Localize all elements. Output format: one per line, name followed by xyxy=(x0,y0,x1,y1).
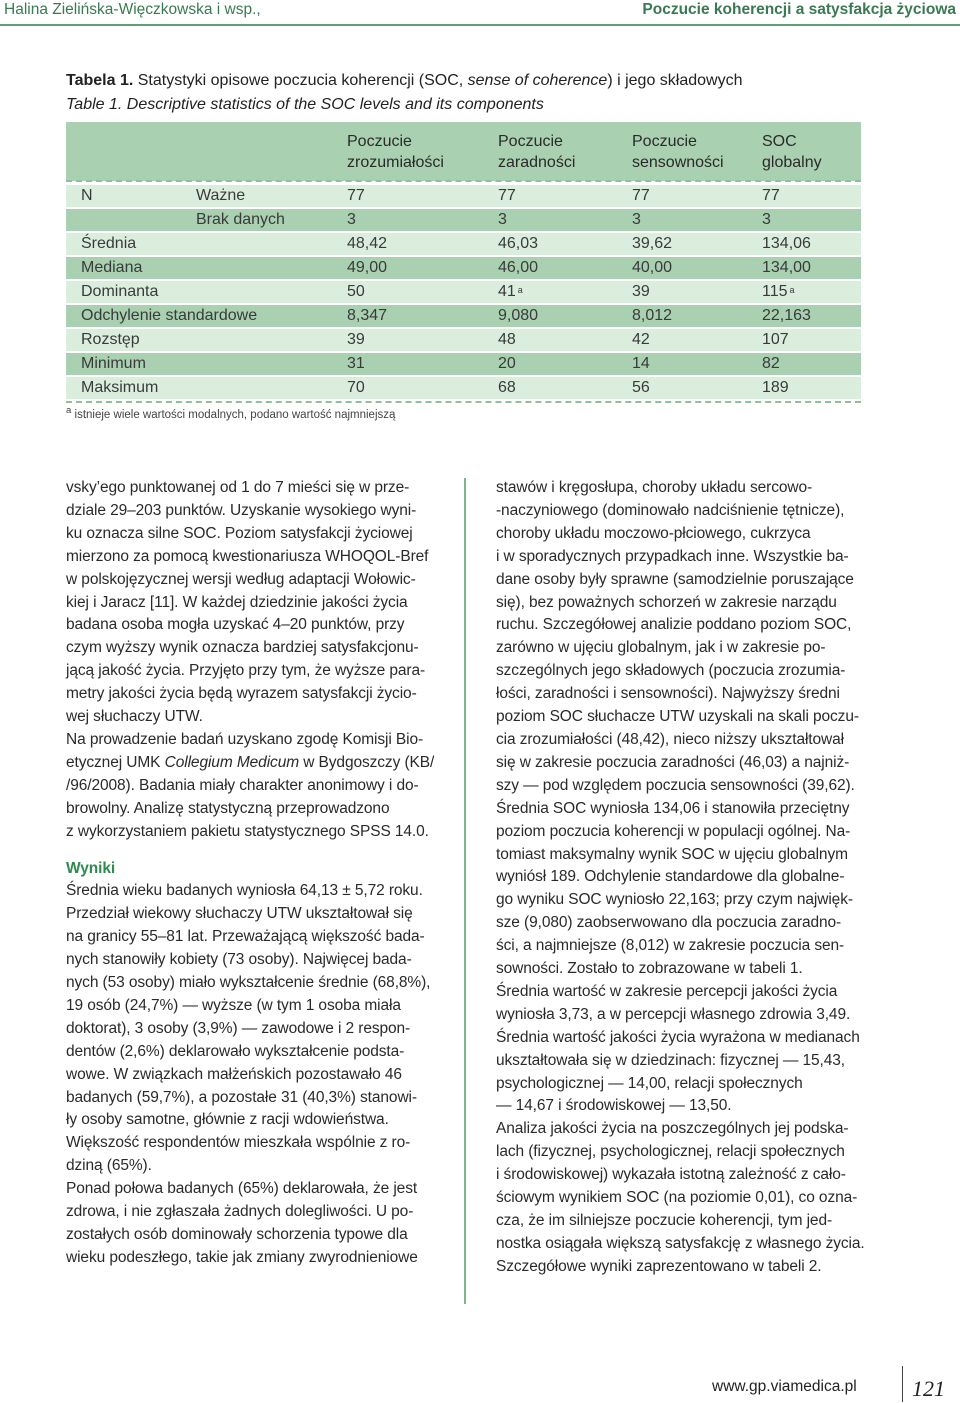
table-cell: 48 xyxy=(498,331,516,348)
running-head xyxy=(0,0,960,19)
text-line: ruchu. Szczegółowej analizie poddano poziom SOC, xyxy=(496,616,852,634)
table-bottom-rule xyxy=(66,401,861,403)
text-line: sowności. Zostało to zobrazowane w tabeli 1. xyxy=(496,960,803,978)
text-line: szczególnych jego składowych (poczucia zrozumia- xyxy=(496,662,846,680)
table-row xyxy=(66,353,861,375)
table-cell: 48,42 xyxy=(347,235,388,252)
row-label: Mediana xyxy=(81,259,143,276)
text-line: ści, a najmniejsze (8,012) w zakresie poczucia sen- xyxy=(496,937,845,955)
table-row xyxy=(66,233,861,255)
table-cell: 8,012 xyxy=(632,307,673,324)
text-line: nych (53 osoby) miało wykształcenie średnie (68,8%), xyxy=(66,974,431,992)
text-line: na granicy 55–81 lat. Przeważającą większość bada- xyxy=(66,928,425,946)
text-line: stawów i kręgosłupa, choroby układu sercowo- xyxy=(496,479,813,496)
text-line: browolny. Analizę statystyczną przeprowadzono xyxy=(66,799,390,817)
table-cell: 3 xyxy=(632,211,641,228)
text-line: badanych (59,7%), a pozostałe 31 (40,3%) stanowi- xyxy=(66,1088,417,1106)
text-line: jącą jakość życia. Przyjęto przy tym, że wyższe para- xyxy=(66,662,426,680)
text-line: ściowym wynikiem SOC (na poziomie 0,01), co ozna- xyxy=(496,1189,858,1207)
table-cell: 189 xyxy=(762,379,789,396)
text-line: zdrowa, i nie zgłaszała żadnych dolegliwości. U po- xyxy=(66,1203,414,1221)
text-line: Średnia wartość jakości życia wyrażona w medianach xyxy=(496,1028,860,1046)
caption-en-text: Table 1. Descriptive statistics of the SOC levels and its components xyxy=(66,96,544,113)
text-line: Analiza jakości życia na poszczególnych jej podska- xyxy=(496,1120,849,1138)
text-line: metry jakości życia będą wyrazem satysfakcji życio- xyxy=(66,685,417,703)
table-cell: 82 xyxy=(762,355,780,372)
text-line: wej słuchaczy UTW. xyxy=(66,708,203,726)
table-cell: 39 xyxy=(632,283,650,300)
table-row xyxy=(66,257,861,279)
text-line: nych stanowiły kobiety (73 osoby). Najwięcej bada- xyxy=(66,951,412,969)
table-row xyxy=(66,305,861,327)
table-cell: 107 xyxy=(762,331,789,348)
table-cell: 77 xyxy=(347,187,365,204)
text-line: ły osoby samotne, głównie z racji wdowieństwa. xyxy=(66,1111,389,1129)
text-line: poziom SOC słuchacze UTW uzyskali na skali poczu- xyxy=(496,708,859,726)
row-label: Maksimum xyxy=(81,379,159,396)
table-cell: 40,00 xyxy=(632,259,673,276)
text-line: Przedział wiekowy słuchaczy UTW ukształtował się xyxy=(66,905,413,923)
table-row xyxy=(66,185,861,207)
text-line: cia zrozumiałości (48,42), nieco niższy ukształtował xyxy=(496,730,844,748)
caption-pl-end: ) i jego składowych xyxy=(607,72,743,89)
table-footnote: $^a$ istnieje wiele wartości modalnych, podano wartość najmniejszą xyxy=(66,405,396,421)
text-line: psychologicznej — 14,00, relacji społecznych xyxy=(496,1074,803,1092)
text-line: czym wyższy wynik oznacza bardziej satysfakcjonu- xyxy=(66,639,419,657)
table-cell: 8,347 xyxy=(347,307,388,324)
text-line: wyniósł 189. Odchylenie standardowe dla globalne- xyxy=(496,868,845,886)
row-label: Dominanta xyxy=(81,283,159,300)
text-line: go wyniku SOC wyniosło 22,163; przy czym najwięk- xyxy=(496,891,853,909)
row-label: Minimum xyxy=(81,355,146,372)
table-cell: 41 $^a$ xyxy=(498,283,523,300)
table-row xyxy=(66,377,861,399)
text-line: dane osoby były sprawne (samodzielnie poruszające xyxy=(496,570,854,588)
text-line: doktorat), 3 osoby (3,9%) — zawodowe i 2 respon- xyxy=(66,1019,411,1037)
row-sublabel: Brak danych xyxy=(196,211,285,228)
header-rule xyxy=(0,24,960,26)
table-cell: 14 xyxy=(632,355,650,372)
text-line: nostka osiągała większą satysfakcję z własnego życia. xyxy=(496,1234,865,1252)
table-cell: 134,00 xyxy=(762,259,811,276)
text-line: w polskojęzycznej wersji według adaptacji Wołowic- xyxy=(66,570,416,588)
section-heading: Wyniki xyxy=(66,859,116,877)
text-line: Ponad połowa badanych (65%) deklarowała, że jest xyxy=(66,1180,418,1198)
text-line: Szczegółowe wyniki zaprezentowano w tabeli 2. xyxy=(496,1257,822,1275)
text-line: ukształtowała się w dziedzinach: fizycznej — 15,43, xyxy=(496,1051,845,1069)
table-cell: 46,00 xyxy=(498,259,539,276)
text-line: 19 osób (24,7%) — wyższe (w tym 1 osoba miała xyxy=(66,996,401,1014)
table-caption-pl xyxy=(66,70,742,92)
text-line: się w zakresie poczucia zaradności (46,03) a najniż- xyxy=(496,753,850,771)
table-top-rule xyxy=(66,180,861,182)
text-line: wyniosła 3,73, a w percepcji własnego zdrowia 3,49. xyxy=(496,1005,851,1023)
table-cell: 22,163 xyxy=(762,307,811,324)
text-line: sze (9,080) zaobserwowano dla poczucia zaradno- xyxy=(496,914,842,932)
right-column xyxy=(496,477,871,1279)
text-line: Średnia SOC wyniosła 134,06 i stanowiła przeciętny xyxy=(496,799,850,817)
table-cell: 39 xyxy=(347,331,365,348)
row-label: N xyxy=(81,187,93,204)
table-cell: 56 xyxy=(632,379,650,396)
running-head-title: Poczucie koherencji a satysfakcja życiowa xyxy=(642,0,956,18)
caption-pl-italic: sense of coherence xyxy=(467,72,608,89)
table-cell: 31 xyxy=(347,355,365,372)
text-line: się), bez poważnych schorzeń w zakresie narządu xyxy=(496,593,837,611)
caption-pl-text: Statystyki opisowe poczucia koherencji (SOC, xyxy=(133,72,468,89)
table-cell: 49,00 xyxy=(347,259,388,276)
left-column xyxy=(66,477,446,1270)
row-label: Średnia xyxy=(81,235,137,252)
table-cell: 68 xyxy=(498,379,516,396)
text-line: — 14,67 i środowiskowej — 13,50. xyxy=(496,1097,732,1115)
row-label: Odchylenie standardowe xyxy=(81,307,258,324)
header-col-3: Poczucie sensowności xyxy=(632,133,724,171)
text-line: Średnia wieku badanych wyniosła 64,13 ± 5,72 roku. xyxy=(66,882,423,900)
text-line: ku oznacza silne SOC. Poziom satysfakcji życiowej xyxy=(66,524,413,542)
text-line: Na prowadzenie badań uzyskano zgodę Komisji Bio- xyxy=(66,730,424,748)
table-cell: 3 xyxy=(498,211,507,228)
text-line: i w sporadycznych przypadkach inne. Wszystkie ba- xyxy=(496,547,849,565)
table-cell: 3 xyxy=(762,211,771,228)
statistics-table xyxy=(66,122,861,405)
table-cell: 50 xyxy=(347,283,365,300)
table-cell: 46,03 xyxy=(498,235,539,252)
running-head-authors: Halina Zielińska-Więczkowska i wsp., xyxy=(4,0,261,18)
text-line: zarówno w ujęciu globalnym, jak i w zakresie po- xyxy=(496,639,826,657)
text-line: kiej i Jaracz [11]. W każdej dziedzinie jakości życia xyxy=(66,593,408,611)
header-col-4: SOC globalny xyxy=(762,133,822,171)
table-label: Tabela 1. xyxy=(66,72,134,89)
table-cell: 39,62 xyxy=(632,235,673,252)
text-line: vsky’ego punktowanej od 1 do 7 mieści się w prze- xyxy=(66,479,410,496)
footer-divider xyxy=(902,1366,903,1402)
text-line: choroby układu moczowo-płciowego, cukrzyca xyxy=(496,524,811,542)
text-line: dziale 29–203 punktów. Uzyskanie wysokiego wyni- xyxy=(66,501,417,519)
table-row xyxy=(66,281,861,303)
table-cell: 3 xyxy=(347,211,356,228)
text-line: mierzono za pomocą kwestionariusza WHOQOL-Bref xyxy=(66,547,429,565)
text-line: badana osoba mogła uzyskać 4–20 punktów, przy xyxy=(66,616,405,634)
header-col-1: Poczucie zrozumiałości xyxy=(347,133,444,171)
table-cell: 77 xyxy=(632,187,650,204)
table-cell: 42 xyxy=(632,331,650,348)
text-line: łości, zaradności i sensowności). Najwyższy średni xyxy=(496,685,840,703)
text-line: dentów (2,6%) deklarowało wykształcenie podsta- xyxy=(66,1042,405,1060)
table-row xyxy=(66,209,861,231)
table-cell: 20 xyxy=(498,355,516,372)
table-cell: 77 xyxy=(498,187,516,204)
text-line: etycznej UMK Collegium Medicum w Bydgoszczy (KB/ xyxy=(66,753,435,771)
table-row xyxy=(66,329,861,351)
column-divider xyxy=(464,478,466,1304)
table-cell: 115 $^a$ xyxy=(762,283,795,300)
text-line: -naczyniowego (dominowało nadciśnienie tętnicze), xyxy=(496,501,845,519)
text-line: lach (fizycznej, psychologicznej, relacji społecznych xyxy=(496,1143,845,1161)
page-number: 121 xyxy=(912,1376,945,1401)
table-cell: 9,080 xyxy=(498,307,539,324)
table-cell: 134,06 xyxy=(762,235,811,252)
footer-url: www.gp.viamedica.pl xyxy=(712,1378,857,1395)
table-caption-en xyxy=(66,94,544,116)
text-line: z wykorzystaniem pakietu statystycznego SPSS 14.0. xyxy=(66,822,429,840)
header-col-2: Poczucie zaradności xyxy=(498,133,576,171)
text-line: szy — pod względem poczucia sensowności (39,62). xyxy=(496,776,855,794)
text-line: /96/2008). Badania miały charakter anonimowy i do- xyxy=(66,776,419,794)
text-line: i środowiskowej) wykazała istotną zależność z cało- xyxy=(496,1166,846,1184)
text-line: wieku podeszłego, takie jak zmiany zwyrodnieniowe xyxy=(66,1248,418,1266)
text-line: zostałych osób dominowały schorzenia typowe dla xyxy=(66,1226,408,1243)
text-line: Większość respondentów mieszkała wspólnie z ro- xyxy=(66,1134,411,1152)
text-line: poziom poczucia koherencji w populacji ogólnej. Na- xyxy=(496,822,851,840)
text-line: wowe. W związkach małżeńskich pozostawało 46 xyxy=(66,1065,402,1083)
row-sublabel: Ważne xyxy=(196,187,246,204)
table-header xyxy=(66,122,861,181)
text-line: dziną (65%). xyxy=(66,1157,152,1175)
row-label: Rozstęp xyxy=(81,331,140,348)
text-line: cza, że im silniejsze poczucie koherencji, tym jed- xyxy=(496,1212,833,1229)
table-cell: 70 xyxy=(347,379,365,396)
table-cell: 77 xyxy=(762,187,780,204)
text-line: Średnia wartość w zakresie percepcji jakości życia xyxy=(496,982,838,1000)
text-line: tomiast maksymalny wynik SOC w ujęciu globalnym xyxy=(496,845,848,863)
